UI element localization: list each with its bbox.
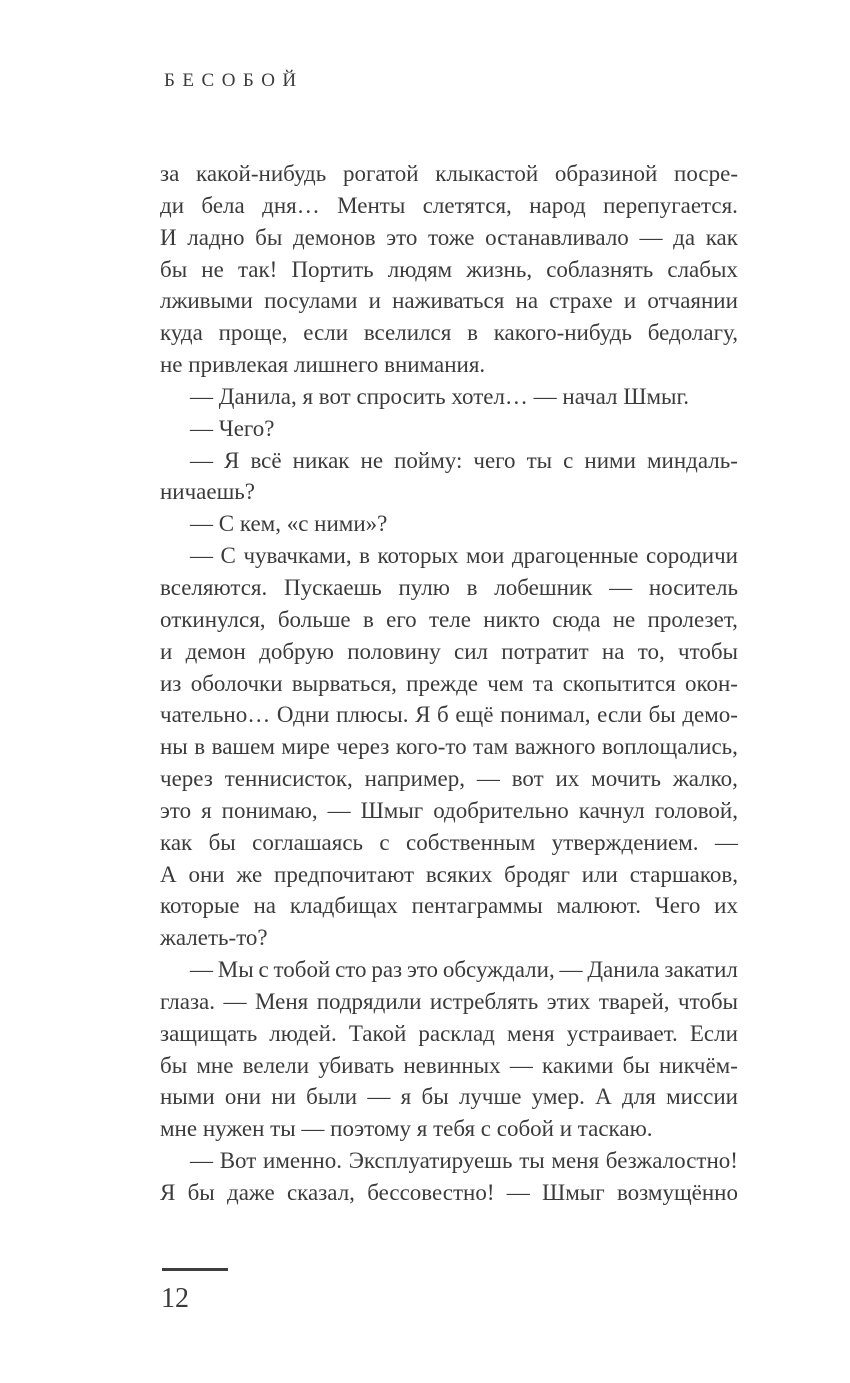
running-head-title: БЕСОБОЙ — [164, 70, 304, 91]
text-line: не привлекая лишнего внимания. — [160, 352, 486, 378]
text-line: ными они ни были — я бы лучше умер. А для миссии — [160, 1084, 738, 1110]
text-line: А они же предпочитают всяких бродяг или старшаков, — [160, 861, 738, 887]
text-line: ны в вашем мире через кого-то там важного воплощались, — [160, 734, 738, 760]
text-line: за какой-нибудь рогатой клыкастой образиной посре- — [160, 161, 738, 186]
page-number: 12 — [161, 1283, 189, 1314]
text-line: ди бела дня… Менты слетятся, народ перепугается. — [160, 192, 738, 218]
text-line: которые на кладбищах пентаграммы малюют. Чего их — [160, 893, 738, 919]
footer-rule — [162, 1268, 228, 1271]
text-line: жалеть-то? — [160, 925, 268, 951]
text-line: глаза. — Меня подрядили истреблять этих тварей, чтобы — [160, 988, 738, 1014]
text-line: бы не так! Портить людям жизнь, соблазнять слабых — [160, 256, 738, 282]
text-line: из оболочки вырваться, прежде чем та скопытится окон- — [160, 670, 738, 696]
text-line: И ладно бы демонов это тоже останавливало — да как — [160, 224, 738, 250]
text-line: бы мне велели убивать невинных — какими бы никчём- — [160, 1052, 738, 1078]
body-text — [160, 158, 738, 1209]
text-line: чательно… Одни плюсы. Я б ещё понимал, если бы демо- — [160, 702, 738, 728]
text-line: — Чего? — [190, 415, 275, 441]
text-line: куда проще, если вселился в какого-нибудь бедолагу, — [160, 320, 738, 346]
text-line: через теннисисток, например, — вот их мочить жалко, — [160, 766, 738, 792]
text-line: ничаешь? — [160, 479, 256, 505]
text-line: — Данила, я вот спросить хотел… — начал Шмыг. — [190, 383, 690, 409]
text-line: лживыми посулами и наживаться на страхе и отчаянии — [160, 288, 738, 314]
text-line: — С чувачками, в которых мои драгоценные сородичи — [190, 543, 738, 569]
text-line: Я бы даже сказал, бессовестно! — Шмыг возмущённо — [160, 1180, 738, 1205]
text-line: — Вот именно. Эксплуатируешь ты меня безжалостно! — [190, 1148, 738, 1174]
text-line: — Мы с тобой сто раз это обсуждали, — Данила закатил — [190, 957, 738, 983]
text-line: откинулся, больше в его теле никто сюда не пролезет, — [160, 606, 738, 632]
text-line: это я понимаю, — Шмыг одобрительно качнул головой, — [160, 797, 738, 823]
text-line: мне нужен ты — поэтому я тебя с собой и таскаю. — [160, 1116, 653, 1142]
text-line: как бы соглашаясь с собственным утверждением. — — [160, 829, 738, 855]
text-line: — Я всё никак не пойму: чего ты с ними миндаль- — [190, 447, 738, 473]
text-line: — С кем, «с ними»? — [190, 511, 388, 537]
text-line: и демон добрую половину сил потратит на то, чтобы — [160, 638, 738, 664]
text-line: вселяются. Пускаешь пулю в лобешник — носитель — [160, 574, 738, 600]
text-line: защищать людей. Такой расклад меня устраивает. Если — [160, 1020, 738, 1046]
